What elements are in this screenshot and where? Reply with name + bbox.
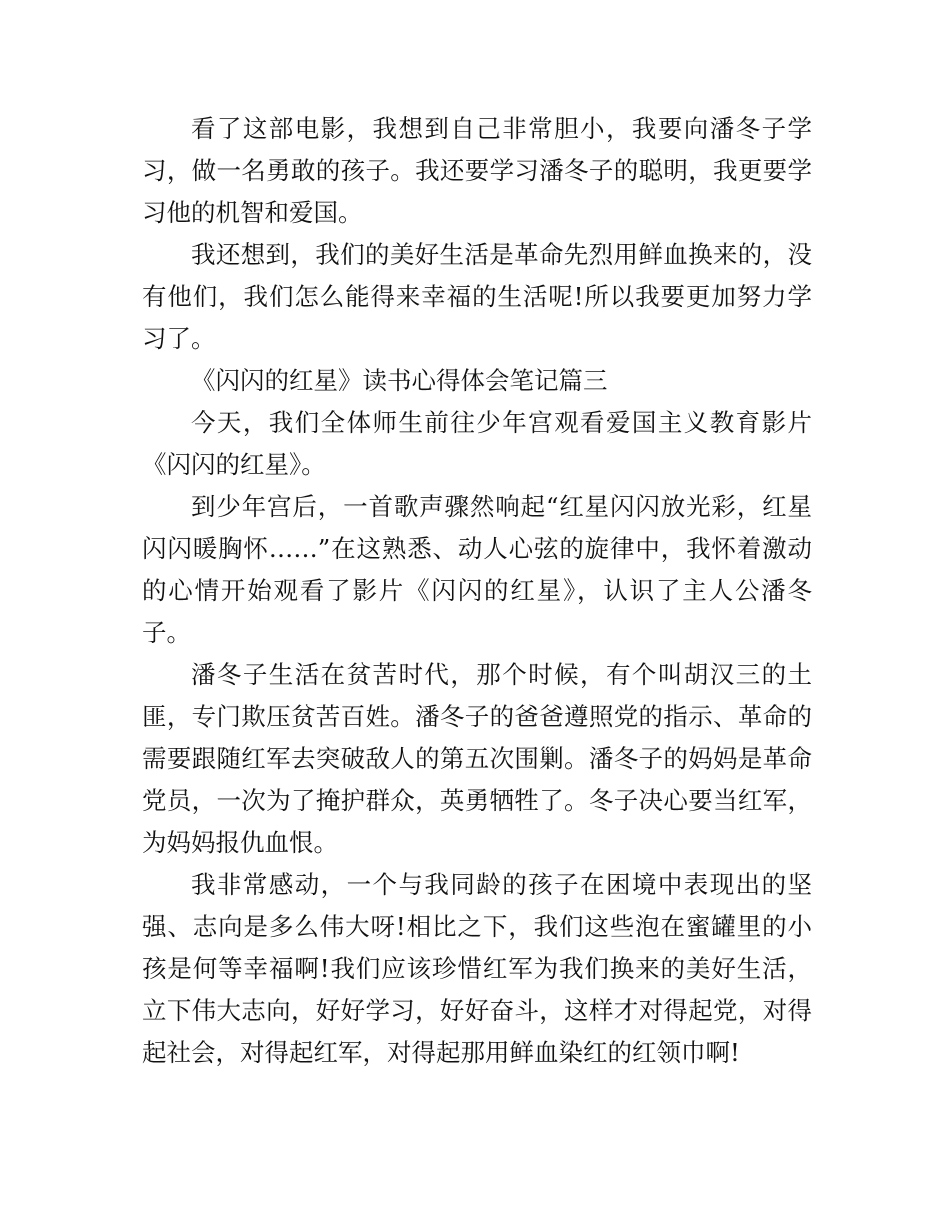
- paragraph-5: 潘冬子生活在贫苦时代，那个时候，有个叫胡汉三的土匪，专门欺压贫苦百姓。潘冬子的爸爸遵照党的指示、革命的需要跟随红军去突破敌人的第五次围剿。潘冬子的妈妈是革命党员，一次为了掩护群众，英勇牺牲了。冬子决心要当红军，为妈妈报仇血恨。: [142, 660, 812, 857]
- paragraph-1: 看了这部电影，我想到自己非常胆小，我要向潘冬子学习，做一名勇敢的孩子。我还要学习潘冬子的聪明，我更要学习他的机智和爱国。: [142, 114, 812, 227]
- document-body: [142, 108, 812, 1074]
- paragraph-4: 到少年宫后，一首歌声骤然响起“红星闪闪放光彩，红星闪闪暖胸怀……”在这熟悉、动人心弦的旋律中，我怀着激动的心情开始观看了影片《闪闪的红星》，认识了主人公潘冬子。: [142, 492, 812, 647]
- paragraph-3: 今天，我们全体师生前往少年宫观看爱国主义教育影片《闪闪的红星》。: [142, 408, 812, 479]
- paragraph-6: 我非常感动，一个与我同龄的孩子在困境中表现出的坚强、志向是多么伟大呀!相比之下，我们这些泡在蜜罐里的小孩是何等幸福啊!我们应该珍惜红军为我们换来的美好生活，立下伟大志向，好好学习，好好奋斗，这样才对得起党，对得起社会，对得起红军，对得起那用鲜血染红的红领巾啊!: [142, 870, 812, 1067]
- section-heading: 《闪闪的红星》读书心得体会笔记篇三: [191, 366, 608, 395]
- paragraph-2: 我还想到，我们的美好生活是革命先烈用鲜血换来的，没有他们，我们怎么能得来幸福的生活呢!所以我要更加努力学习了。: [142, 240, 812, 353]
